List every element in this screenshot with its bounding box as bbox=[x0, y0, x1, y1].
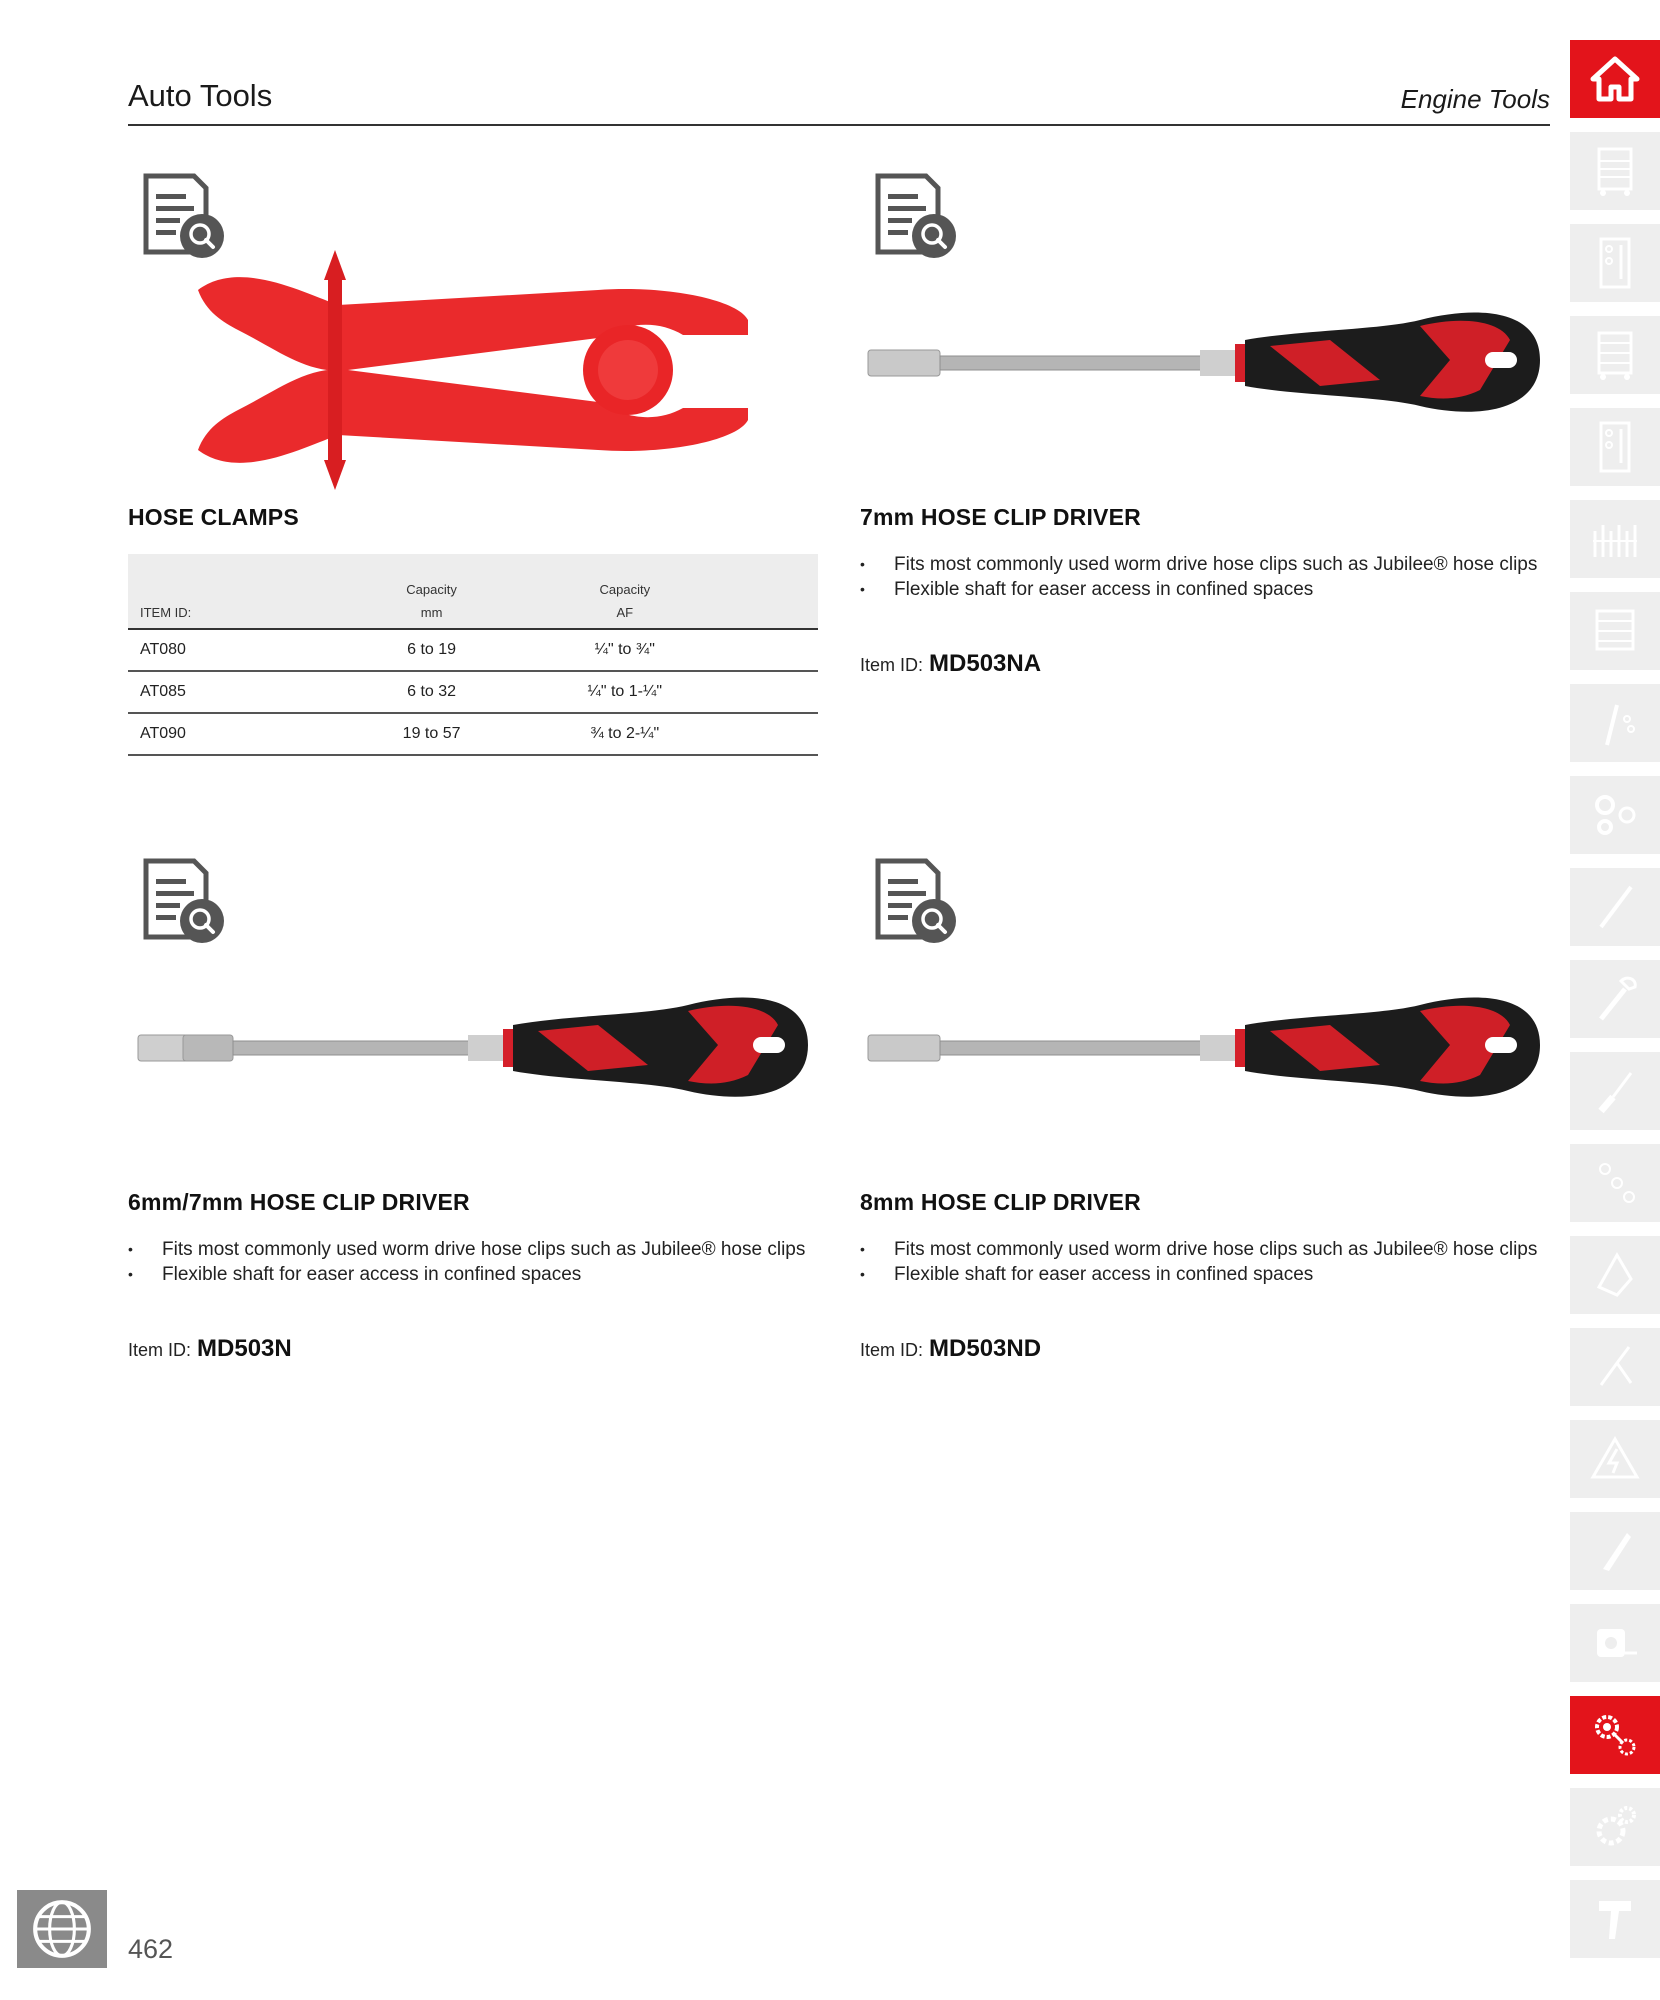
section-title: Auto Tools bbox=[128, 78, 273, 113]
pliers-set-icon bbox=[1587, 511, 1643, 567]
sidebar-item-screwdriver[interactable] bbox=[1570, 868, 1660, 946]
table-row bbox=[128, 671, 818, 713]
feature-item: • Fits most commonly used worm drive hose clips such as Jubilee® hose clips bbox=[860, 552, 1550, 577]
engine-gears-icon bbox=[1587, 1707, 1643, 1763]
page-number: 462 bbox=[128, 1934, 174, 1964]
feature-list bbox=[128, 1237, 818, 1287]
knife-icon bbox=[1587, 1523, 1643, 1579]
pliers-icon bbox=[1587, 1339, 1643, 1395]
table-cell bbox=[721, 713, 818, 755]
table-cell: ¾ to 2-¼" bbox=[528, 713, 721, 755]
item-id-label: Item ID: bbox=[860, 1340, 924, 1360]
table-cell: ¼" to ¾" bbox=[528, 629, 721, 671]
table-cell: AT080 bbox=[128, 629, 335, 671]
datasheet-icon[interactable] bbox=[136, 170, 228, 262]
gear-icon bbox=[1587, 1799, 1643, 1855]
table-header: Capacity AF bbox=[528, 554, 721, 629]
sidebar-item-gear[interactable] bbox=[1570, 1788, 1660, 1866]
table-cell: ¼" to 1-¼" bbox=[528, 671, 721, 713]
sidebar-item-electrical[interactable] bbox=[1570, 1420, 1660, 1498]
tool-tray-icon bbox=[1587, 235, 1643, 291]
sidebar-item-roller-cabinet[interactable] bbox=[1570, 316, 1660, 394]
table-cell: 19 to 57 bbox=[335, 713, 528, 755]
item-id-value: MD503ND bbox=[929, 1335, 1042, 1362]
chapter-title: Engine Tools bbox=[1400, 84, 1550, 114]
sidebar-item-wrench[interactable] bbox=[1570, 960, 1660, 1038]
product-title: 6mm/7mm HOSE CLIP DRIVER bbox=[128, 1189, 470, 1215]
pneumatic-tool-icon bbox=[1587, 1891, 1643, 1947]
globe-button[interactable] bbox=[17, 1890, 107, 1968]
sockets-icon bbox=[1587, 787, 1643, 843]
product-hose-clamps bbox=[128, 170, 818, 742]
screwdriver-icon bbox=[1587, 879, 1643, 935]
product-title: 8mm HOSE CLIP DRIVER bbox=[860, 1189, 1141, 1215]
feature-item: • Fits most commonly used worm drive hose clips such as Jubilee® hose clips bbox=[860, 1237, 1550, 1262]
table-cell: 6 to 32 bbox=[335, 671, 528, 713]
sidebar-item-screwdriver-bits[interactable] bbox=[1570, 684, 1660, 762]
roller-cabinet-icon bbox=[1587, 327, 1643, 383]
product-title: HOSE CLAMPS bbox=[128, 504, 299, 530]
table-cell bbox=[721, 629, 818, 671]
product-8mm-hose-clip-driver bbox=[860, 855, 1550, 1415]
feature-list bbox=[860, 1237, 1550, 1287]
datasheet-icon[interactable] bbox=[136, 855, 228, 947]
table-header-row bbox=[128, 554, 818, 629]
sidebar-item-tool-cabinet[interactable] bbox=[1570, 132, 1660, 210]
home-icon bbox=[1587, 51, 1643, 107]
bits-icon bbox=[1587, 1155, 1643, 1211]
sidebar-item-tool-tray-2[interactable] bbox=[1570, 408, 1660, 486]
product-7mm-hose-clip-driver bbox=[860, 170, 1550, 730]
sidebar-item-sockets[interactable] bbox=[1570, 776, 1660, 854]
sidebar-item-knife[interactable] bbox=[1570, 1512, 1660, 1590]
table-row bbox=[128, 713, 818, 755]
tool-chest-icon bbox=[1587, 603, 1643, 659]
screwdriver-icon bbox=[1587, 1063, 1643, 1119]
sidebar-item-engine-tools[interactable] bbox=[1570, 1696, 1660, 1774]
table-cell: 6 to 19 bbox=[335, 629, 528, 671]
feature-item: • Flexible shaft for easer access in confined spaces bbox=[128, 1262, 818, 1287]
item-id bbox=[128, 1335, 292, 1363]
product-6mm-7mm-hose-clip-driver bbox=[128, 855, 818, 1415]
sidebar-item-bits[interactable] bbox=[1570, 1144, 1660, 1222]
table-cell bbox=[721, 671, 818, 713]
hacksaw-icon bbox=[1587, 1247, 1643, 1303]
feature-list bbox=[860, 552, 1550, 602]
electrical-warning-icon bbox=[1587, 1431, 1643, 1487]
item-id-label: Item ID: bbox=[128, 1340, 192, 1360]
sidebar-item-hacksaw[interactable] bbox=[1570, 1236, 1660, 1314]
sidebar-item-screwdriver-2[interactable] bbox=[1570, 1052, 1660, 1130]
feature-item: • Flexible shaft for easer access in confined spaces bbox=[860, 577, 1550, 602]
feature-item: • Flexible shaft for easer access in confined spaces bbox=[860, 1262, 1550, 1287]
table-row bbox=[128, 629, 818, 671]
item-id bbox=[860, 650, 1041, 678]
table-cell: AT090 bbox=[128, 713, 335, 755]
feature-item: • Fits most commonly used worm drive hose clips such as Jubilee® hose clips bbox=[128, 1237, 818, 1262]
datasheet-icon[interactable] bbox=[868, 855, 960, 947]
sidebar-item-pneumatic[interactable] bbox=[1570, 1880, 1660, 1958]
item-id bbox=[860, 1335, 1041, 1363]
datasheet-icon[interactable] bbox=[868, 170, 960, 262]
wrench-icon bbox=[1587, 971, 1643, 1027]
sidebar-item-pliers-set[interactable] bbox=[1570, 500, 1660, 578]
screwdriver-bits-icon bbox=[1587, 695, 1643, 751]
sidebar-item-home[interactable] bbox=[1570, 40, 1660, 118]
globe-icon bbox=[29, 1896, 95, 1962]
sidebar-item-tool-tray[interactable] bbox=[1570, 224, 1660, 302]
capacity-table bbox=[128, 554, 818, 756]
product-title: 7mm HOSE CLIP DRIVER bbox=[860, 504, 1141, 530]
page-header bbox=[128, 72, 1550, 126]
sidebar-item-tool-chest[interactable] bbox=[1570, 592, 1660, 670]
table-header: ITEM ID: bbox=[128, 554, 335, 629]
tool-tray-icon bbox=[1587, 419, 1643, 475]
tape-measure-icon bbox=[1587, 1615, 1643, 1671]
tool-cabinet-icon bbox=[1587, 143, 1643, 199]
item-id-value: MD503NA bbox=[929, 650, 1042, 677]
item-id-value: MD503N bbox=[197, 1335, 292, 1362]
sidebar-item-tape-measure[interactable] bbox=[1570, 1604, 1660, 1682]
table-header-spacer bbox=[721, 554, 818, 629]
sidebar-item-pliers[interactable] bbox=[1570, 1328, 1660, 1406]
table-cell: AT085 bbox=[128, 671, 335, 713]
item-id-label: Item ID: bbox=[860, 655, 924, 675]
table-header: Capacity mm bbox=[335, 554, 528, 629]
